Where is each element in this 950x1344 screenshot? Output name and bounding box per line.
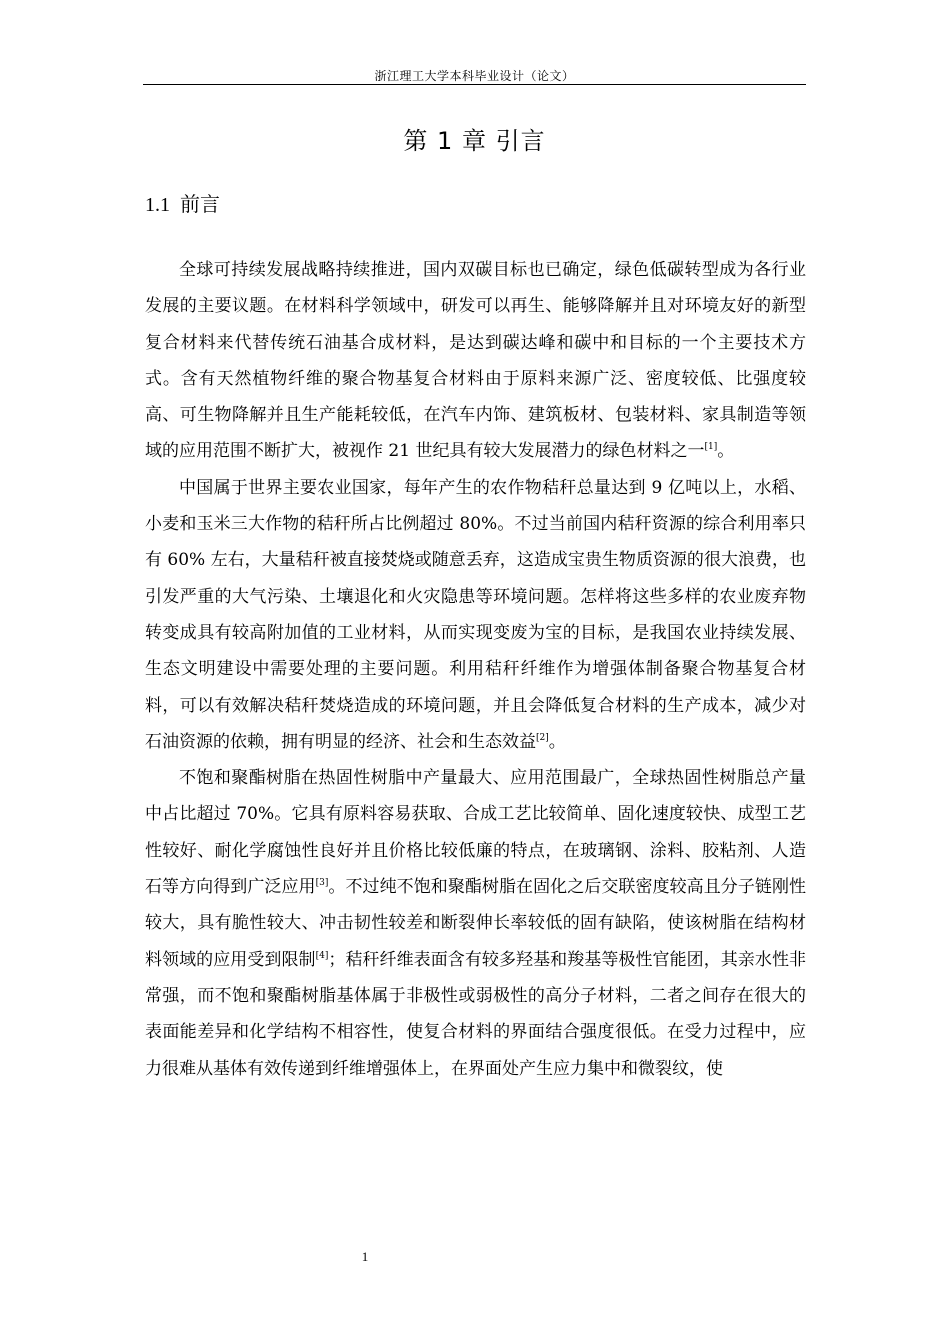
section-number: 1.1: [145, 194, 170, 216]
paragraph-1: [145, 252, 806, 470]
paragraph-2: [145, 470, 806, 760]
section-title: 前言: [180, 192, 220, 216]
page-header: 浙江理工大学本科毕业设计（论文）: [374, 69, 575, 83]
citation-ref: [1]: [704, 442, 718, 453]
paragraph-text: 中国属于世界主要农业国家，每年产生的农作物秸秆总量达到 9 亿吨以上，水稻、小麦和玉米三大作物的秸秆所占比例超过 80%。不过当前国内秸秆资源的综合利用率只有 60% 左右，大量秸秆被直接焚烧或随意丢弃，这造成宝贵生物质资源的很大浪费，也引发严重的大气污染、土壤退化和火灾隐患等环境问题。怎样将这些多样的农业废弃物转变成具有较高附加值的工业材料，从而实现变废为宝的目标，是我国农业持续发展、生态文明建设中需要处理的主要问题。利用秸秆纤维作为增强体制备聚合物基复合材料，可以有效解决秸秆焚烧造成的环境问题，并且会降低复合材料的生产成本，减少对石油资源的依赖，拥有明显的经济、社会和生态效益: [145, 477, 806, 752]
section-heading: [145, 190, 220, 219]
citation-ref: [4]: [315, 950, 329, 961]
paragraph-tail: 。: [548, 731, 566, 752]
chapter-title: 第 1 章 引言: [403, 127, 546, 155]
paragraph-tail: ；秸秆纤维表面含有较多羟基和羧基等极性官能团，其亲水性非常强，而不饱和聚酯树脂基体属于非极性或弱极性的高分子材料，二者之间存在很大的表面能差异和化学结构不相容性，使复合材料的界面结合强度很低。在受力过程中，应力很难从基体有效传递到纤维增强体上，在界面处产生应力集中和微裂纹，使: [145, 949, 807, 1079]
header-rule: [143, 84, 806, 85]
body-text: [145, 252, 806, 1087]
paragraph-tail: 。: [717, 441, 735, 462]
page-number: 1: [361, 1249, 369, 1264]
paragraph-text-continued: 。不过纯不饱和聚酯树脂在固化之后交联密度较高且分子链刚性较大，具有脆性较大、冲击韧性较差和断裂伸长率较低的固有缺陷，使该树脂在结构材料领域的应用受到限制: [145, 877, 807, 970]
citation-ref: [2]: [536, 732, 549, 743]
paragraph-text: 不饱和聚酯树脂在热固性树脂中产量最大、应用范围最广，全球热固性树脂总产量中占比超过 70%。它具有原料容易获取、合成工艺比较简单、固化速度较快、成型工艺性较好、耐化学腐蚀性良好并且价格比较低廉的特点，在玻璃钢、涂料、胶粘剂、人造石等方向得到广泛应用: [145, 768, 806, 898]
citation-ref: [3]: [315, 878, 329, 889]
paragraph-text: 全球可持续发展战略持续推进，国内双碳目标也已确定，绿色低碳转型成为各行业发展的主要议题。在材料科学领域中，研发可以再生、能够降解并且对环境友好的新型复合材料来代替传统石油基合成材料，是达到碳达峰和碳中和目标的一个主要技术方式。含有天然植物纤维的聚合物基复合材料由于原料来源广泛、密度较低、比强度较高、可生物降解并且生产能耗较低，在汽车内饰、建筑板材、包装材料、家具制造等领域的应用范围不断扩大，被视作 21 世纪具有较大发展潜力的绿色材料之一: [145, 260, 806, 462]
paragraph-3: [145, 760, 806, 1087]
